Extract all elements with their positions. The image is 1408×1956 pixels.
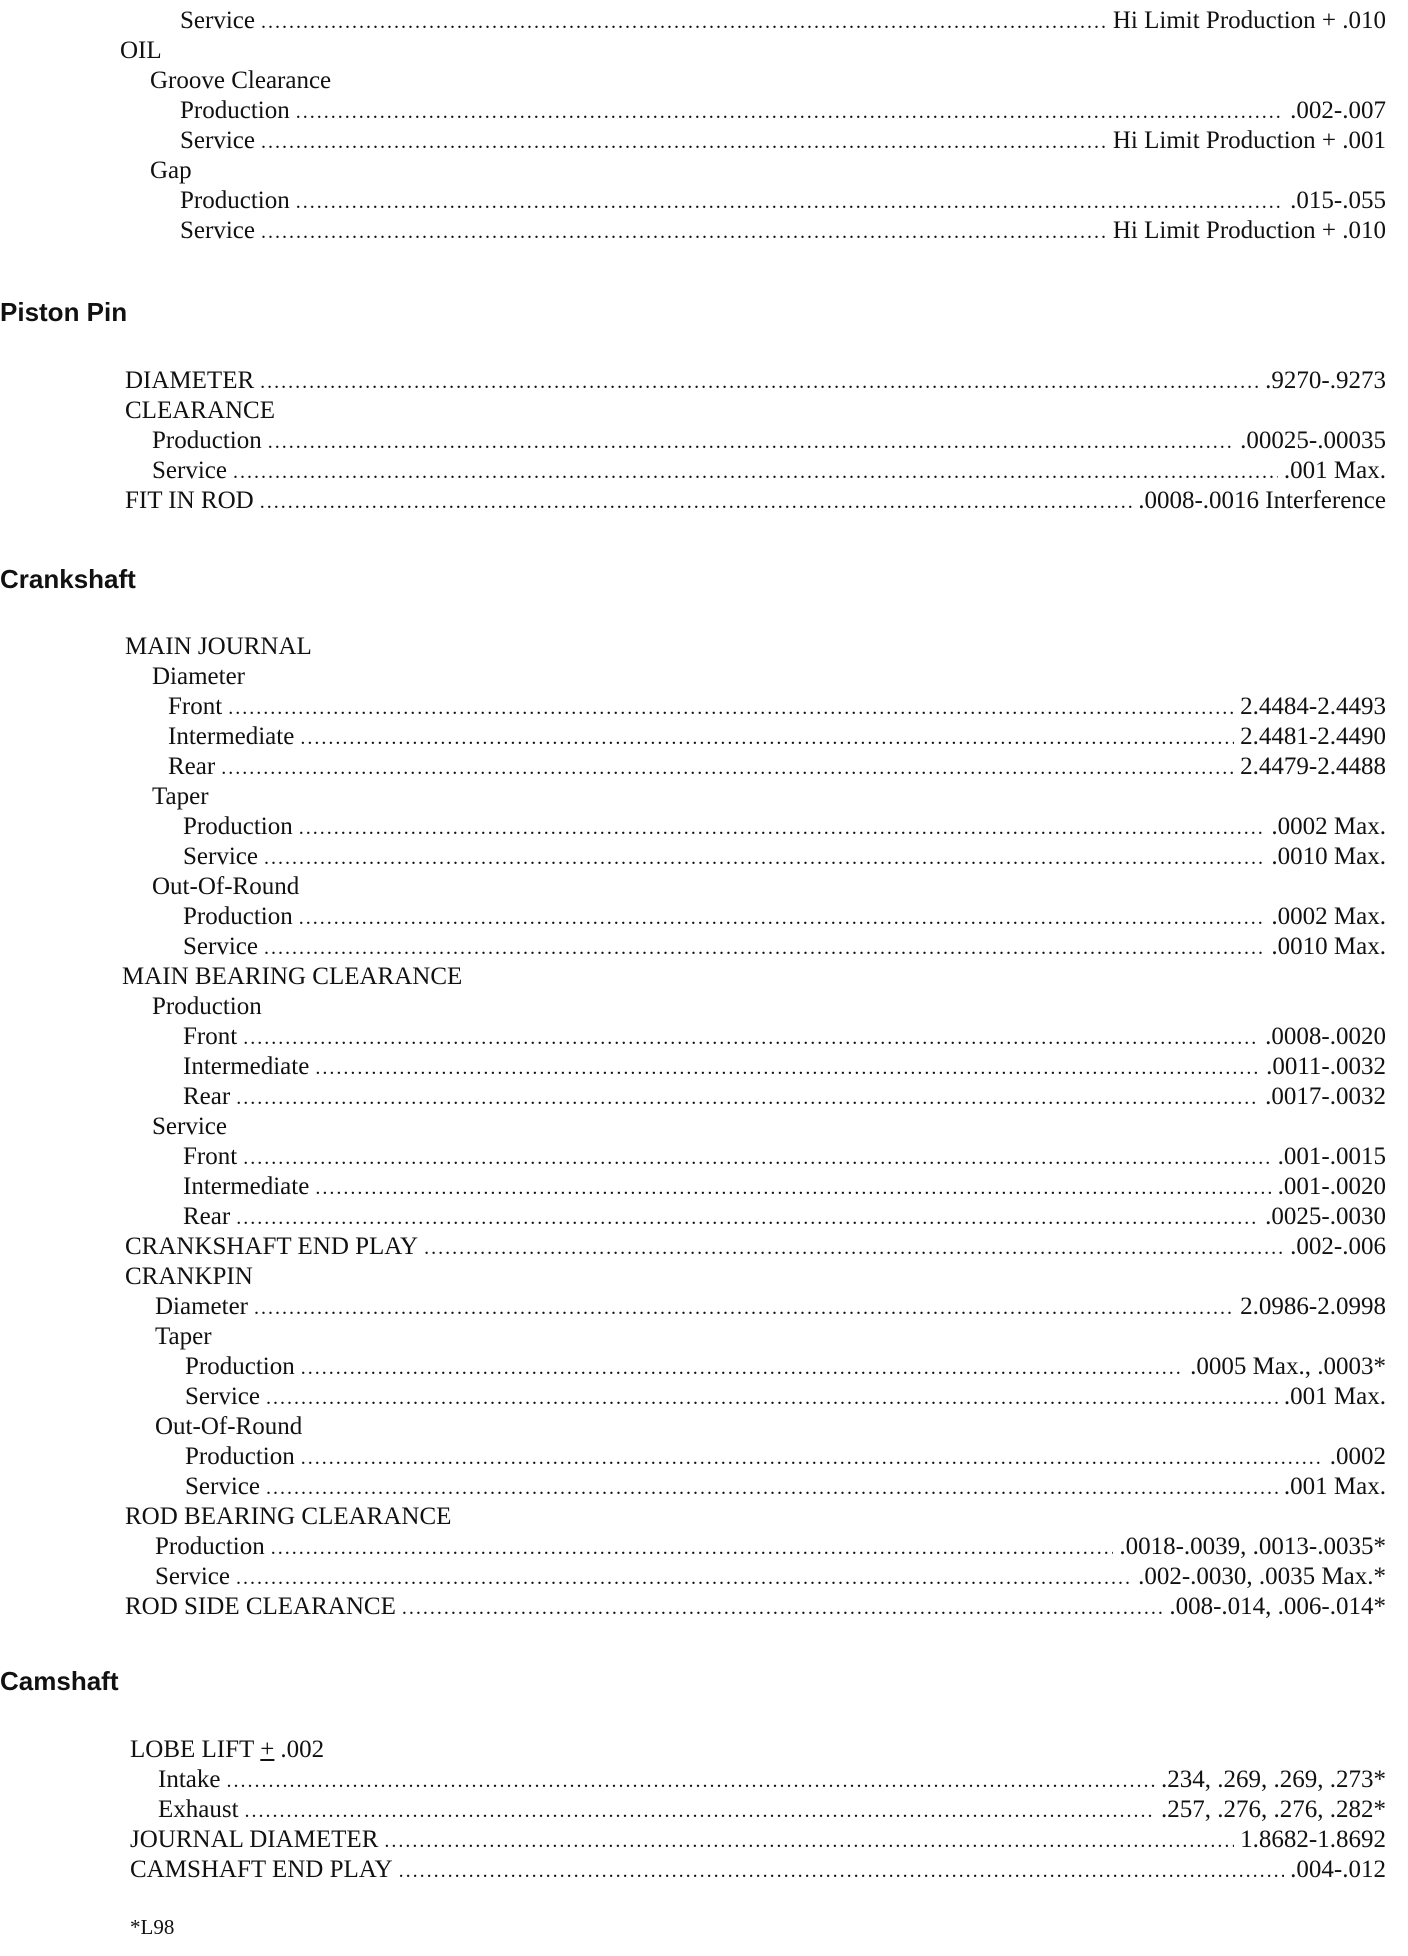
footnote: *L98 <box>130 1915 175 1939</box>
row-label: JOURNAL DIAMETER <box>130 1826 379 1853</box>
row-label: Front <box>183 1143 238 1170</box>
dot-leader <box>266 1472 1278 1502</box>
row-value: .00025-.00035 <box>1240 427 1386 454</box>
dot-leader <box>243 1142 1271 1172</box>
dot-leader <box>221 752 1234 782</box>
dot-leader <box>254 1292 1234 1322</box>
journal-front-row <box>168 692 1386 722</box>
row-value: .001 Max. <box>1283 1383 1386 1410</box>
dot-leader <box>233 456 1278 486</box>
main-journal-diameter-label: Diameter <box>152 663 246 690</box>
row-label: FIT IN ROD <box>125 487 254 514</box>
dot-leader <box>424 1232 1284 1262</box>
oor-service-row <box>183 932 1386 962</box>
journal-diameter-row <box>130 1825 1386 1855</box>
dot-leader <box>245 1795 1155 1825</box>
row-value: .002-.007 <box>1290 97 1386 124</box>
pin-clearance-service-row <box>152 456 1386 486</box>
row-label: Rear <box>183 1203 231 1230</box>
row-label: CRANKSHAFT END PLAY <box>125 1233 419 1260</box>
oor-production-row <box>183 902 1386 932</box>
row-label: Service <box>152 457 227 484</box>
row-value: Hi Limit Production + .010 <box>1112 217 1386 244</box>
row-value: Hi Limit Production + .001 <box>1112 127 1386 154</box>
row-label: Rear <box>168 753 216 780</box>
dot-leader <box>296 96 1284 126</box>
row-label: Production <box>155 1533 265 1560</box>
journal-taper-label: Taper <box>152 783 209 810</box>
row-label: Production <box>180 187 290 214</box>
dot-leader <box>266 1382 1278 1412</box>
row-label: CAMSHAFT END PLAY <box>130 1856 393 1883</box>
row-value: Hi Limit Production + .010 <box>1112 7 1386 34</box>
section-heading-camshaft: Camshaft <box>0 1666 119 1696</box>
dot-leader <box>228 692 1234 722</box>
row-value: .001 Max. <box>1283 457 1386 484</box>
dot-leader <box>299 902 1266 932</box>
row-value: 2.4481-2.4490 <box>1240 723 1386 750</box>
dot-leader <box>300 722 1234 752</box>
row-value: .0011-.0032 <box>1266 1053 1386 1080</box>
row-value: .004-.012 <box>1290 1856 1386 1883</box>
row-label: Intermediate <box>183 1173 310 1200</box>
dot-leader <box>260 486 1132 516</box>
dot-leader <box>301 1442 1324 1472</box>
row-value: .0017-.0032 <box>1265 1083 1386 1110</box>
row-label: Service <box>180 127 255 154</box>
row-value: .234, .269, .269, .273* <box>1161 1766 1386 1793</box>
cp-oor-service-row <box>185 1472 1386 1502</box>
row-label: Production <box>183 903 293 930</box>
mb-serv-rear-row <box>183 1202 1386 1232</box>
crankshaft-end-play-row <box>125 1232 1386 1262</box>
crankpin-out-of-round-label: Out-Of-Round <box>155 1413 303 1440</box>
row-value: .0010 Max. <box>1271 843 1386 870</box>
row-value: .0010 Max. <box>1271 933 1386 960</box>
row-label: Service <box>155 1563 230 1590</box>
rb-production-row <box>155 1532 1386 1562</box>
crankpin-taper-label: Taper <box>155 1323 212 1350</box>
main-journal-label: MAIN JOURNAL <box>125 633 312 660</box>
journal-out-of-round-label: Out-Of-Round <box>152 873 300 900</box>
ring-service-row <box>180 6 1386 36</box>
row-value: .0002 Max. <box>1271 903 1386 930</box>
cp-oor-production-row <box>185 1442 1386 1472</box>
row-value: 2.4484-2.4493 <box>1240 693 1386 720</box>
row-label: Service <box>183 843 258 870</box>
cp-taper-production-row <box>185 1352 1386 1382</box>
pin-clearance-label: CLEARANCE <box>125 397 275 424</box>
section-heading-piston-pin: Piston Pin <box>0 297 128 327</box>
main-bearing-clearance-label: MAIN BEARING CLEARANCE <box>122 963 463 990</box>
crankpin-diameter-row <box>155 1292 1386 1322</box>
row-value: .0025-.0030 <box>1265 1203 1386 1230</box>
row-value: .015-.055 <box>1290 187 1386 214</box>
row-value: .002-.006 <box>1290 1233 1386 1260</box>
dot-leader <box>299 812 1266 842</box>
dot-leader <box>236 1562 1132 1592</box>
dot-leader <box>384 1825 1234 1855</box>
row-label: Service <box>180 217 255 244</box>
row-label: Service <box>185 1473 260 1500</box>
dot-leader <box>315 1172 1271 1202</box>
dot-leader <box>243 1022 1259 1052</box>
row-value: 2.0986-2.0998 <box>1240 1293 1386 1320</box>
row-label: Exhaust <box>158 1796 239 1823</box>
row-value: .0008-.0016 Interference <box>1138 487 1386 514</box>
row-label: Diameter <box>155 1293 249 1320</box>
row-value: .257, .276, .276, .282* <box>1161 1796 1386 1823</box>
row-label: Intermediate <box>168 723 295 750</box>
dot-leader <box>261 216 1107 246</box>
dot-leader <box>226 1765 1155 1795</box>
dot-leader <box>261 126 1107 156</box>
row-label: Production <box>185 1353 295 1380</box>
row-label: Production <box>180 97 290 124</box>
dot-leader <box>402 1592 1164 1622</box>
gap-service-row <box>180 216 1386 246</box>
row-label: Production <box>152 427 262 454</box>
dot-leader <box>261 6 1107 36</box>
dot-leader <box>315 1052 1260 1082</box>
pin-clearance-production-row <box>152 426 1386 456</box>
dot-leader <box>236 1082 1259 1112</box>
groove-clearance-label: Groove Clearance <box>150 67 332 94</box>
rod-side-clearance-row <box>125 1592 1386 1622</box>
lobe-exhaust-row <box>158 1795 1386 1825</box>
row-value: .001 Max. <box>1283 1473 1386 1500</box>
dot-leader <box>296 186 1284 216</box>
oil-heading: OIL <box>120 37 162 64</box>
row-value: .008-.014, .006-.014* <box>1169 1593 1386 1620</box>
row-label: Service <box>183 933 258 960</box>
dot-leader <box>264 932 1265 962</box>
row-value: .002-.0030, .0035 Max.* <box>1138 1563 1386 1590</box>
mb-prod-intermediate-row <box>183 1052 1386 1082</box>
gap-label: Gap <box>150 157 192 184</box>
row-label: DIAMETER <box>125 367 255 394</box>
journal-rear-row <box>168 752 1386 782</box>
row-value: .0002 Max. <box>1271 813 1386 840</box>
row-label: Service <box>180 7 255 34</box>
dot-leader <box>268 426 1234 456</box>
crankpin-label: CRANKPIN <box>125 1263 253 1290</box>
plus-minus-sign: + <box>260 1736 275 1763</box>
row-value: .001-.0020 <box>1277 1173 1386 1200</box>
row-label: Front <box>183 1023 238 1050</box>
row-value: .0008-.0020 <box>1265 1023 1386 1050</box>
rb-service-row <box>155 1562 1386 1592</box>
dot-leader <box>301 1352 1184 1382</box>
row-label: Front <box>168 693 223 720</box>
mb-prod-front-row <box>183 1022 1386 1052</box>
row-label: Production <box>183 813 293 840</box>
row-value: 2.4479-2.4488 <box>1240 753 1386 780</box>
dot-leader <box>236 1202 1259 1232</box>
lobe-intake-row <box>158 1765 1386 1795</box>
row-label: Production <box>185 1443 295 1470</box>
dot-leader <box>260 366 1259 396</box>
row-value: .0002 <box>1329 1443 1386 1470</box>
dot-leader <box>271 1532 1114 1562</box>
taper-service-row <box>183 842 1386 872</box>
row-value: .9270-.9273 <box>1265 367 1386 394</box>
gap-production-row <box>180 186 1386 216</box>
camshaft-end-play-row <box>130 1855 1386 1885</box>
row-value: .0018-.0039, .0013-.0035* <box>1119 1533 1386 1560</box>
section-heading-crankshaft: Crankshaft <box>0 564 136 594</box>
pin-diameter-row <box>125 366 1386 396</box>
taper-production-row <box>183 812 1386 842</box>
groove-service-row <box>180 126 1386 156</box>
row-value: .001-.0015 <box>1277 1143 1386 1170</box>
row-label: Service <box>185 1383 260 1410</box>
cp-taper-service-row <box>185 1382 1386 1412</box>
lobe-lift-label: LOBE LIFT + .002 <box>130 1736 325 1763</box>
fit-in-rod-row <box>125 486 1386 516</box>
row-label: Intermediate <box>183 1053 310 1080</box>
row-label: ROD SIDE CLEARANCE <box>125 1593 396 1620</box>
dot-leader <box>399 1855 1285 1885</box>
rod-bearing-clearance-label: ROD BEARING CLEARANCE <box>125 1503 452 1530</box>
row-label: Rear <box>183 1083 231 1110</box>
groove-production-row <box>180 96 1386 126</box>
journal-intermediate-row <box>168 722 1386 752</box>
dot-leader <box>264 842 1265 872</box>
row-value: .0005 Max., .0003* <box>1190 1353 1386 1380</box>
mb-serv-front-row <box>183 1142 1386 1172</box>
mb-serv-intermediate-row <box>183 1172 1386 1202</box>
mb-prod-rear-row <box>183 1082 1386 1112</box>
row-label: Intake <box>158 1766 221 1793</box>
mb-production-label: Production <box>152 993 262 1020</box>
mb-service-label: Service <box>152 1113 227 1140</box>
row-value: 1.8682-1.8692 <box>1240 1826 1386 1853</box>
